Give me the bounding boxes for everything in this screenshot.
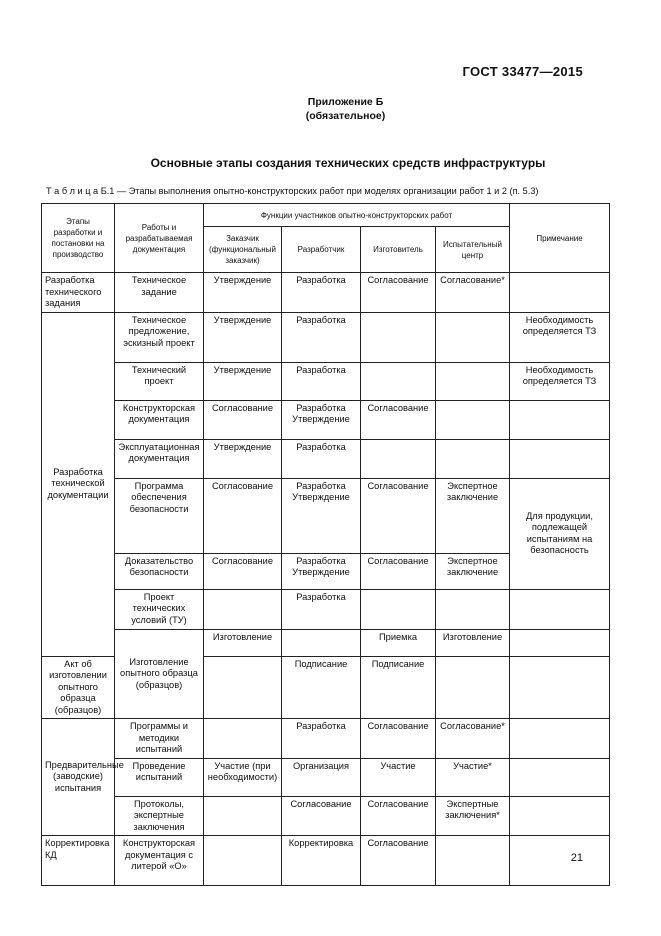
- header-test-center: Испытательный центр: [436, 227, 510, 273]
- test-center-cell: [436, 400, 510, 439]
- developer-cell: Разработка: [282, 719, 361, 759]
- appendix-heading: [0, 95, 661, 123]
- developer-cell: Приемка: [361, 629, 436, 656]
- developer-cell: Разработка: [282, 362, 361, 400]
- customer-cell: Согласование: [204, 553, 282, 589]
- manufacturer-cell: Согласование: [361, 273, 436, 313]
- table-body: [42, 273, 610, 886]
- work-cell: Конструкторская документация: [115, 400, 204, 439]
- stage-cell: Предварительные (заводские) испытания: [42, 719, 115, 836]
- work-cell: Программы и методики испытаний: [115, 719, 204, 759]
- header-works: Работы и разрабатываемая документация: [115, 204, 204, 273]
- table-row: [42, 719, 610, 759]
- work-cell: Техническое задание: [115, 273, 204, 313]
- note-cell: [510, 796, 610, 836]
- work-cell: Проект технических условий (ТУ): [115, 589, 204, 629]
- customer-cell: Согласование: [204, 478, 282, 553]
- manufacturer-cell: Согласование: [361, 796, 436, 836]
- note-cell: Для продукции, подлежащей испытаниям на безопасность: [510, 478, 610, 589]
- work-cell: Конструкторская документация с литерой «О»: [115, 836, 204, 886]
- customer-cell: Участие (при необходимости): [204, 758, 282, 796]
- stages-table: [41, 203, 610, 886]
- test-center-cell: [436, 362, 510, 400]
- customer-cell: [282, 629, 361, 656]
- manufacturer-cell: Изготовление: [436, 629, 510, 656]
- test-center-cell: [436, 439, 510, 478]
- customer-cell: [204, 719, 282, 759]
- note-cell: [510, 758, 610, 796]
- test-center-cell: Согласование*: [436, 719, 510, 759]
- developer-cell: Разработка: [282, 589, 361, 629]
- work-cell: Акт об изготовлении опытного образца (образцов): [42, 656, 115, 719]
- work-cell: Проведение испытаний: [115, 758, 204, 796]
- developer-cell: Согласование: [282, 796, 361, 836]
- work-cell: Протоколы, экспертные заключения: [115, 796, 204, 836]
- customer-cell: [204, 656, 282, 719]
- appendix-title: Приложение Б: [307, 96, 384, 108]
- appendix-status: (обязательное): [305, 110, 386, 122]
- developer-cell: Организация: [282, 758, 361, 796]
- note-cell: [510, 719, 610, 759]
- test-center-cell: [436, 656, 510, 719]
- table-row: [42, 312, 610, 362]
- note-cell: [510, 273, 610, 313]
- note-cell: [510, 589, 610, 629]
- developer-cell: Подписание: [282, 656, 361, 719]
- customer-cell: [204, 589, 282, 629]
- developer-cell: Разработка: [282, 312, 361, 362]
- test-center-cell: Согласование*: [436, 273, 510, 313]
- header-developer: Разработчик: [282, 227, 361, 273]
- table-row: [42, 439, 610, 478]
- table-row: [42, 273, 610, 313]
- note-cell: [510, 836, 610, 886]
- table-row: [42, 400, 610, 439]
- developer-cell: Разработка Утверждение: [282, 478, 361, 553]
- stage-cell: Разработка технической документации: [42, 312, 115, 656]
- customer-cell: Утверждение: [204, 439, 282, 478]
- header-stages: Этапы разработки и постановки на производство: [42, 204, 115, 273]
- header-functions: Функции участников опытно-конструкторских работ: [204, 204, 510, 227]
- note-cell: [510, 400, 610, 439]
- section-title-text: Основные этапы создания технических средств инфраструктуры: [150, 156, 546, 170]
- table-row: [42, 362, 610, 400]
- manufacturer-cell: [361, 439, 436, 478]
- header-manufacturer: Изготовитель: [361, 227, 436, 273]
- manufacturer-cell: Согласование: [361, 400, 436, 439]
- work-cell: Эксплуатационная документация: [115, 439, 204, 478]
- developer-cell: Разработка Утверждение: [282, 400, 361, 439]
- table-row: [42, 796, 610, 836]
- page-number: 21: [570, 852, 583, 864]
- customer-cell: [204, 836, 282, 886]
- developer-cell: Разработка: [282, 273, 361, 313]
- work-cell: Технический проект: [115, 362, 204, 400]
- manufacturer-cell: [361, 589, 436, 629]
- customer-cell: Утверждение: [204, 312, 282, 362]
- developer-cell: Корректировка: [282, 836, 361, 886]
- customer-cell: Согласование: [204, 400, 282, 439]
- developer-cell: Разработка: [282, 439, 361, 478]
- standard-number: ГОСТ 33477—2015: [462, 64, 583, 79]
- header-customer: Заказчик (функциональный заказчик): [204, 227, 282, 273]
- section-title: [0, 156, 661, 170]
- stage-cell: Изготовление опытного образца (образцов): [115, 629, 204, 719]
- customer-cell: [204, 796, 282, 836]
- table-row: [42, 758, 610, 796]
- stage-cell: Корректировка КД: [42, 836, 115, 886]
- test-center-cell: [436, 312, 510, 362]
- work-cell: Изготовление: [204, 629, 282, 656]
- manufacturer-cell: Согласование: [361, 836, 436, 886]
- developer-cell: Разработка Утверждение: [282, 553, 361, 589]
- table-row: [42, 836, 610, 886]
- manufacturer-cell: Подписание: [361, 656, 436, 719]
- test-center-cell: Экспертное заключение: [436, 478, 510, 553]
- test-center-cell: Экспертное заключение: [436, 553, 510, 589]
- work-cell: Доказательство безопасности: [115, 553, 204, 589]
- header-note: Примечание: [510, 204, 610, 273]
- test-center-cell: [436, 836, 510, 886]
- test-center-cell: [436, 589, 510, 629]
- manufacturer-cell: Участие: [361, 758, 436, 796]
- note-cell: [510, 656, 610, 719]
- table-row: [42, 629, 610, 656]
- stage-cell: Разработка технического задания: [42, 273, 115, 313]
- work-cell: Техническое предложение, эскизный проект: [115, 312, 204, 362]
- manufacturer-cell: Согласование: [361, 553, 436, 589]
- customer-cell: Утверждение: [204, 273, 282, 313]
- manufacturer-cell: [361, 312, 436, 362]
- note-cell: Необходимость определяется ТЗ: [510, 362, 610, 400]
- note-cell: Необходимость определяется ТЗ: [510, 312, 610, 362]
- test-center-cell: [510, 629, 610, 656]
- table-caption: Т а б л и ц а Б.1 — Этапы выполнения опытно-конструкторских работ при моделях организации работ 1 и 2 (п. 5.3): [46, 186, 539, 196]
- manufacturer-cell: Согласование: [361, 719, 436, 759]
- manufacturer-cell: [361, 362, 436, 400]
- test-center-cell: Участие*: [436, 758, 510, 796]
- note-cell: [510, 439, 610, 478]
- customer-cell: Утверждение: [204, 362, 282, 400]
- work-cell: Программа обеспечения безопасности: [115, 478, 204, 553]
- test-center-cell: Экспертные заключения*: [436, 796, 510, 836]
- table-row: [42, 478, 610, 553]
- table-row: [42, 589, 610, 629]
- manufacturer-cell: Согласование: [361, 478, 436, 553]
